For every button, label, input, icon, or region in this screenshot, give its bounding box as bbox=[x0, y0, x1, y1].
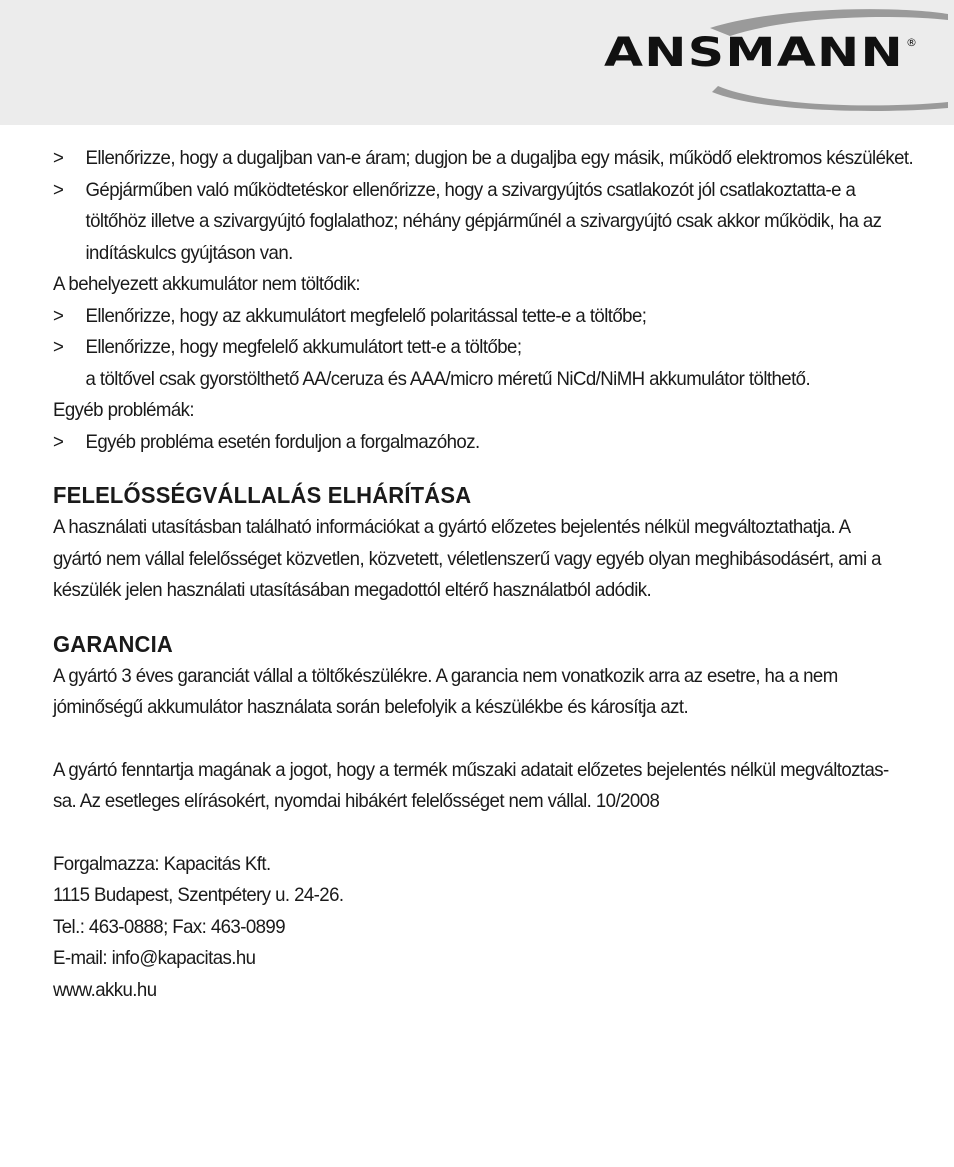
text-line: a töltővel csak gyorstölthető AA/ceruza és AAA/micro méretű NiCd/NiMH akkumulátor tölthető. bbox=[85, 367, 811, 390]
text-line: sa. Az esetleges elírásokért, nyomdai hibákért felelősséget nem vállal. 10/2008 bbox=[53, 790, 660, 812]
text-line: készülék jelen használati utasításában megadottól eltérő használatból adódik. bbox=[53, 579, 652, 601]
text-line: Ellenőrizze, hogy a dugaljban van-e áram; dugjon be a dugaljba egy másik, működő elektromos készüléket. bbox=[85, 147, 914, 169]
troubleshooting-list-a bbox=[53, 143, 914, 269]
text-line: gyártó nem vállal felelősséget közvetlen, közvetett, véletlenszerű vagy egyéb olyan meghibásodásért, ami a bbox=[53, 547, 881, 570]
bullet-mark: > bbox=[53, 304, 64, 327]
list-item-text bbox=[85, 301, 646, 333]
list-item-text bbox=[85, 175, 881, 270]
text-line: indításkulcs gyújtáson van. bbox=[85, 241, 293, 264]
distributor-website: www.akku.hu bbox=[53, 978, 157, 1001]
disclaimer-title: FELELŐSSÉGVÁLLALÁS ELHÁRÍTÁSA bbox=[53, 482, 472, 508]
bullet-mark: > bbox=[53, 178, 64, 201]
list-item bbox=[53, 175, 882, 270]
list-item bbox=[53, 301, 875, 333]
logo-swoosh-lower bbox=[712, 86, 948, 111]
list-item bbox=[53, 143, 914, 175]
document-body bbox=[53, 143, 914, 1006]
text-line: A gyártó fenntartja magának a jogot, hogy a termék műszaki adatait előzetes bejelentés nélkül megváltoztas- bbox=[53, 758, 889, 781]
text-line: töltőhöz illetve a szivargyújtó foglalathoz; néhány gépjárműnél a szivargyújtó csak akkor működik, ha az bbox=[85, 210, 882, 232]
text-line: Gépjárműben való működtetéskor ellenőrizze, hogy a szivargyújtós csatlakozót jól csatlakoztatta-e a bbox=[85, 178, 856, 201]
text-line: A használati utasításban található információkat a gyártó előzetes bejelentés nélkül megváltoztathatja. A bbox=[53, 516, 851, 538]
text-line: jóminőségű akkumulátor használata során belefolyik a készülékbe és károsítja azt. bbox=[53, 696, 689, 718]
distributor-email: E-mail: info@kapacitas.hu bbox=[53, 947, 256, 969]
list-item bbox=[53, 427, 875, 459]
text-line: Ellenőrizze, hogy megfelelő akkumulátort tett-e a töltőbe; bbox=[85, 336, 522, 358]
registered-mark: ® bbox=[906, 36, 917, 49]
warranty-title: GARANCIA bbox=[53, 630, 173, 657]
text-line: A gyártó 3 éves garanciát vállal a töltőkészülékre. A garancia nem vonatkozik arra az esetre, ha a nem bbox=[53, 664, 838, 687]
bullet-mark: > bbox=[53, 147, 64, 169]
troubleshooting-list-c bbox=[53, 427, 875, 459]
list-item-text bbox=[85, 332, 810, 395]
distributor-block bbox=[53, 849, 875, 1007]
other-problems-heading: Egyéb problémák: bbox=[53, 399, 195, 421]
page-header bbox=[0, 0, 954, 125]
spacer bbox=[53, 724, 875, 755]
text-line: Egyéb probléma esetén forduljon a forgalmazóhoz. bbox=[85, 430, 480, 453]
ansmann-logo bbox=[600, 8, 950, 112]
troubleshooting-list-b bbox=[53, 301, 875, 396]
bullet-mark: > bbox=[53, 430, 64, 453]
logo-text: ANSMANN bbox=[604, 30, 904, 76]
text-line: Ellenőrizze, hogy az akkumulátort megfelelő polaritással tette-e a töltőbe; bbox=[85, 304, 647, 327]
list-item bbox=[53, 332, 875, 395]
distributor-name: Forgalmazza: Kapacitás Kft. bbox=[53, 852, 271, 875]
not-charging-heading: A behelyezett akkumulátor nem töltődik: bbox=[53, 273, 361, 295]
warranty-paragraph bbox=[53, 661, 875, 724]
rights-paragraph bbox=[53, 755, 889, 818]
list-item-text bbox=[85, 427, 479, 459]
distributor-address: 1115 Budapest, Szentpétery u. 24-26. bbox=[53, 884, 344, 906]
disclaimer-paragraph bbox=[53, 512, 881, 607]
bullet-mark: > bbox=[53, 336, 64, 358]
spacer bbox=[53, 818, 875, 849]
list-item-text bbox=[85, 143, 913, 175]
distributor-phone: Tel.: 463-0888; Fax: 463-0899 bbox=[53, 915, 286, 938]
